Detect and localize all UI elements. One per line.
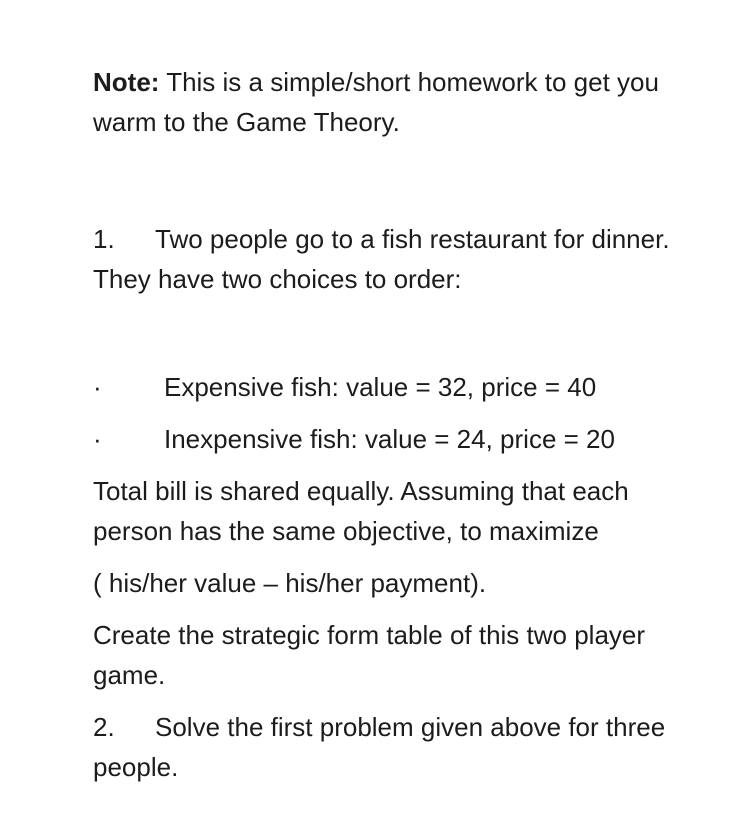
question-1-number: 1. [93, 224, 115, 254]
create-table-paragraph: Create the strategic form table of this two player game. [93, 620, 646, 690]
question-2-number: 2. [93, 712, 115, 742]
fish-options-list [93, 367, 713, 471]
note-paragraph [93, 62, 713, 142]
question-2-text: Solve the first problem given above for three people. [93, 712, 666, 782]
list-item [93, 419, 713, 471]
homework-document [93, 62, 713, 787]
question-1 [93, 219, 713, 299]
question-2 [93, 707, 713, 787]
expensive-fish-option: Expensive fish: value = 32, price = 40 [164, 372, 597, 402]
bullet-marker: · [93, 424, 102, 454]
note-text: This is a simple/short homework to get you warm to the Game Theory. [93, 67, 659, 137]
list-item [93, 367, 713, 419]
bullet-marker: · [93, 372, 102, 402]
total-bill-paragraph: Total bill is shared equally. Assuming that each person has the same objective, to maximize [93, 476, 629, 546]
question-1-text: Two people go to a fish restaurant for dinner. They have two choices to order: [93, 224, 670, 294]
objective-paragraph: ( his/her value – his/her payment). [93, 568, 487, 598]
inexpensive-fish-option: Inexpensive fish: value = 24, price = 20 [164, 424, 615, 454]
note-label: Note: [93, 67, 160, 97]
